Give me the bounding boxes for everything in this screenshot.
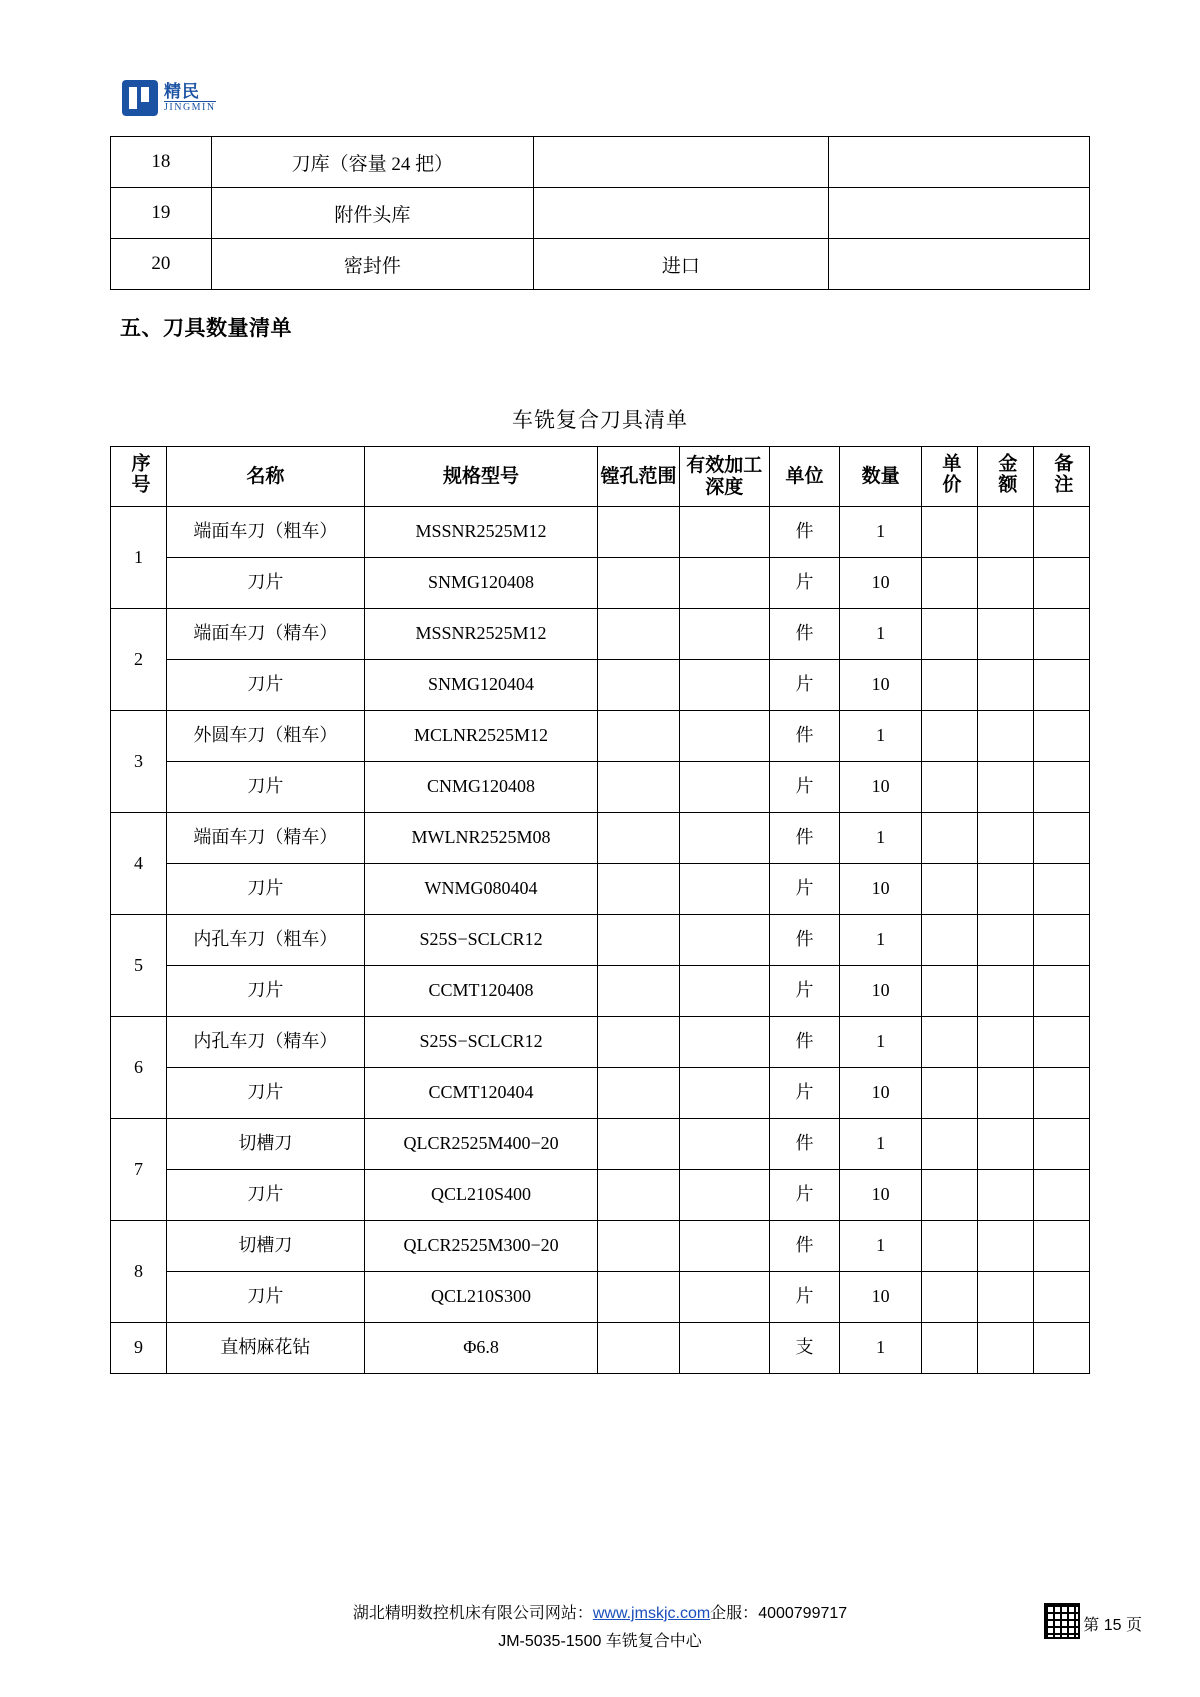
row-depth [679, 711, 769, 762]
row-bore [598, 1221, 679, 1272]
row-amount [977, 558, 1033, 609]
row-name: 直柄麻花钻 [167, 1323, 365, 1374]
row-qty: 1 [840, 1017, 921, 1068]
row-depth [679, 762, 769, 813]
table-caption: 车铣复合刀具清单 [512, 408, 688, 432]
table-row [111, 1017, 1090, 1068]
row-note [1033, 507, 1089, 558]
row-amount [977, 813, 1033, 864]
row-spec: SNMG120404 [364, 660, 598, 711]
row-spec: QLCR2525M400−20 [364, 1119, 598, 1170]
row-note [1033, 864, 1089, 915]
row-unit: 片 [769, 864, 840, 915]
footer-company-text: 湖北精明数控机床有限公司网站： [352, 1605, 593, 1622]
row-amount [977, 1323, 1033, 1374]
row-name: 刀片 [167, 558, 365, 609]
row-qty: 1 [840, 507, 921, 558]
row-amount [977, 660, 1033, 711]
row-amount [977, 1017, 1033, 1068]
row-spec: MWLNR2525M08 [364, 813, 598, 864]
row-qty: 10 [840, 660, 921, 711]
qr-code-icon [1044, 1603, 1080, 1639]
row-unit: 片 [769, 558, 840, 609]
row-price [921, 864, 977, 915]
row-spec: SNMG120408 [364, 558, 598, 609]
table-row [111, 1221, 1090, 1272]
row-depth [679, 1221, 769, 1272]
row-spec: S25S−SCLCR12 [364, 1017, 598, 1068]
row-spec: QCL210S400 [364, 1170, 598, 1221]
table-row [111, 1323, 1090, 1374]
row-amount [977, 1170, 1033, 1221]
row-price [921, 609, 977, 660]
row-price [921, 558, 977, 609]
row-price [921, 660, 977, 711]
row-note [1033, 1017, 1089, 1068]
table-row [111, 137, 1090, 188]
row-bore [598, 762, 679, 813]
row-depth [679, 1119, 769, 1170]
row-price [921, 507, 977, 558]
row-bore [598, 711, 679, 762]
header-quantity: 数量 [840, 447, 921, 507]
row-bore [598, 864, 679, 915]
row-note [1033, 558, 1089, 609]
row-price [921, 711, 977, 762]
row-price [921, 762, 977, 813]
table-row [111, 864, 1090, 915]
row-bore [598, 558, 679, 609]
row-depth [679, 1170, 769, 1221]
header-note: 备注 [1033, 447, 1089, 507]
table-row [111, 507, 1090, 558]
row-price [921, 1068, 977, 1119]
row-unit: 件 [769, 507, 840, 558]
tool-quantity-table [110, 446, 1090, 1374]
row-qty: 10 [840, 1170, 921, 1221]
logo-text [164, 83, 216, 113]
row-price [921, 966, 977, 1017]
row-amount [977, 864, 1033, 915]
row-note [1033, 1323, 1089, 1374]
row-bore [598, 609, 679, 660]
row-amount [977, 711, 1033, 762]
table-row [111, 711, 1090, 762]
row-name: 密封件 [211, 239, 533, 290]
row-amount [977, 1068, 1033, 1119]
row-unit: 件 [769, 1221, 840, 1272]
row-qty: 10 [840, 558, 921, 609]
row-spec: WNMG080404 [364, 864, 598, 915]
row-spec: CCMT120404 [364, 1068, 598, 1119]
row-seq: 7 [111, 1119, 167, 1221]
row-spec: S25S−SCLCR12 [364, 915, 598, 966]
company-logo [122, 70, 1090, 126]
row-name: 刀片 [167, 1272, 365, 1323]
footer-contact-line [0, 1600, 1200, 1623]
row-price [921, 1017, 977, 1068]
row-name: 外圆车刀（粗车） [167, 711, 365, 762]
row-unit: 件 [769, 711, 840, 762]
row-note [1033, 711, 1089, 762]
table-row [111, 188, 1090, 239]
row-seq: 4 [111, 813, 167, 915]
row-note [1033, 1272, 1089, 1323]
table-row [111, 762, 1090, 813]
row-note [828, 137, 1089, 188]
row-qty: 1 [840, 1119, 921, 1170]
row-name: 刀片 [167, 864, 365, 915]
row-depth [679, 1017, 769, 1068]
row-unit: 件 [769, 1017, 840, 1068]
row-spec: MSSNR2525M12 [364, 609, 598, 660]
row-unit: 片 [769, 660, 840, 711]
row-price [921, 915, 977, 966]
row-unit: 件 [769, 1119, 840, 1170]
row-amount [977, 609, 1033, 660]
row-depth [679, 507, 769, 558]
row-bore [598, 660, 679, 711]
row-depth [679, 813, 769, 864]
row-seq: 20 [111, 239, 212, 290]
logo-mark-icon [122, 80, 158, 116]
row-name: 附件头库 [211, 188, 533, 239]
row-amount [977, 507, 1033, 558]
row-note [1033, 609, 1089, 660]
row-qty: 1 [840, 1221, 921, 1272]
row-name: 切槽刀 [167, 1221, 365, 1272]
row-depth [679, 1068, 769, 1119]
row-unit: 件 [769, 915, 840, 966]
row-depth [679, 1272, 769, 1323]
page-label-prefix: 第 [1083, 1617, 1100, 1634]
row-bore [598, 1119, 679, 1170]
row-spec: QCL210S300 [364, 1272, 598, 1323]
table-row [111, 1272, 1090, 1323]
row-unit: 片 [769, 1068, 840, 1119]
page-footer [0, 1600, 1200, 1651]
table-row [111, 609, 1090, 660]
row-spec: CNMG120408 [364, 762, 598, 813]
row-depth [679, 966, 769, 1017]
row-origin [534, 188, 829, 239]
row-name: 刀片 [167, 660, 365, 711]
row-name: 刀库（容量 24 把） [211, 137, 533, 188]
row-seq: 18 [111, 137, 212, 188]
row-amount [977, 1272, 1033, 1323]
footer-website-link[interactable]: www.jmskjc.com [592, 1605, 711, 1622]
row-unit: 件 [769, 609, 840, 660]
row-unit: 件 [769, 813, 840, 864]
page-number-label [1083, 1612, 1142, 1635]
row-qty: 1 [840, 711, 921, 762]
row-name: 端面车刀（粗车） [167, 507, 365, 558]
page-label-suffix: 页 [1125, 1617, 1142, 1634]
row-qty: 1 [840, 915, 921, 966]
footer-model-line: JM-5035-1500 车铣复合中心 [498, 1633, 702, 1650]
row-amount [977, 1221, 1033, 1272]
row-seq: 1 [111, 507, 167, 609]
row-depth [679, 558, 769, 609]
table-row [111, 813, 1090, 864]
table-row [111, 1119, 1090, 1170]
row-note [1033, 966, 1089, 1017]
row-amount [977, 966, 1033, 1017]
header-amount: 金额 [977, 447, 1033, 507]
header-name: 名称 [167, 447, 365, 507]
row-bore [598, 915, 679, 966]
row-seq: 2 [111, 609, 167, 711]
row-name: 刀片 [167, 1068, 365, 1119]
row-name: 刀片 [167, 762, 365, 813]
row-bore [598, 1272, 679, 1323]
row-unit: 片 [769, 762, 840, 813]
row-unit: 片 [769, 1170, 840, 1221]
row-qty: 1 [840, 813, 921, 864]
row-name: 内孔车刀（粗车） [167, 915, 365, 966]
row-spec: CCMT120408 [364, 966, 598, 1017]
row-bore [598, 1068, 679, 1119]
row-qty: 10 [840, 1272, 921, 1323]
row-seq: 3 [111, 711, 167, 813]
row-seq: 6 [111, 1017, 167, 1119]
footer-service-number: 4000799717 [758, 1605, 848, 1622]
row-name: 内孔车刀（精车） [167, 1017, 365, 1068]
logo-english-name: JINGMIN [164, 101, 216, 113]
row-amount [977, 915, 1033, 966]
row-bore [598, 507, 679, 558]
row-note [828, 239, 1089, 290]
row-depth [679, 609, 769, 660]
row-qty: 10 [840, 762, 921, 813]
row-origin: 进口 [534, 239, 829, 290]
row-note [1033, 1119, 1089, 1170]
row-seq: 19 [111, 188, 212, 239]
row-depth [679, 864, 769, 915]
header-effective-depth: 有效加工深度 [679, 447, 769, 507]
row-qty: 1 [840, 609, 921, 660]
row-origin [534, 137, 829, 188]
footer-service-label: 企服： [710, 1605, 759, 1622]
table-row [111, 558, 1090, 609]
row-unit: 片 [769, 1272, 840, 1323]
row-seq: 8 [111, 1221, 167, 1323]
row-seq: 9 [111, 1323, 167, 1374]
header-spec: 规格型号 [364, 447, 598, 507]
tool-table-body [111, 507, 1090, 1374]
section-heading: 五、刀具数量清单 [120, 316, 292, 340]
row-bore [598, 1170, 679, 1221]
row-depth [679, 660, 769, 711]
table-row [111, 1068, 1090, 1119]
row-note [1033, 1068, 1089, 1119]
row-bore [598, 1323, 679, 1374]
row-note [1033, 813, 1089, 864]
row-price [921, 1221, 977, 1272]
table-row [111, 915, 1090, 966]
row-bore [598, 1017, 679, 1068]
row-qty: 10 [840, 864, 921, 915]
row-bore [598, 813, 679, 864]
header-bore-range: 镗孔范围 [598, 447, 679, 507]
row-name: 刀片 [167, 966, 365, 1017]
header-seq: 序号 [111, 447, 167, 507]
row-amount [977, 1119, 1033, 1170]
row-note [828, 188, 1089, 239]
table-row [111, 1170, 1090, 1221]
row-qty: 10 [840, 966, 921, 1017]
row-name: 刀片 [167, 1170, 365, 1221]
continued-spec-table [110, 136, 1090, 290]
header-unit: 单位 [769, 447, 840, 507]
page-number-value: 15 [1103, 1617, 1122, 1634]
row-depth [679, 1323, 769, 1374]
row-price [921, 1272, 977, 1323]
row-note [1033, 762, 1089, 813]
table-row [111, 660, 1090, 711]
row-unit: 片 [769, 966, 840, 1017]
row-spec: QLCR2525M300−20 [364, 1221, 598, 1272]
table-row [111, 239, 1090, 290]
row-name: 端面车刀（精车） [167, 813, 365, 864]
row-note [1033, 915, 1089, 966]
row-spec: Φ6.8 [364, 1323, 598, 1374]
row-amount [977, 762, 1033, 813]
row-price [921, 1170, 977, 1221]
table-row [111, 966, 1090, 1017]
row-note [1033, 1221, 1089, 1272]
row-unit: 支 [769, 1323, 840, 1374]
table-header-row [111, 447, 1090, 507]
row-price [921, 1119, 977, 1170]
row-name: 端面车刀（精车） [167, 609, 365, 660]
row-spec: MSSNR2525M12 [364, 507, 598, 558]
row-note [1033, 660, 1089, 711]
row-seq: 5 [111, 915, 167, 1017]
row-note [1033, 1170, 1089, 1221]
row-depth [679, 915, 769, 966]
row-bore [598, 966, 679, 1017]
header-unit-price: 单价 [921, 447, 977, 507]
row-qty: 1 [840, 1323, 921, 1374]
row-qty: 10 [840, 1068, 921, 1119]
row-price [921, 813, 977, 864]
logo-chinese-name: 精民 [164, 81, 200, 101]
row-price [921, 1323, 977, 1374]
row-spec: MCLNR2525M12 [364, 711, 598, 762]
row-name: 切槽刀 [167, 1119, 365, 1170]
